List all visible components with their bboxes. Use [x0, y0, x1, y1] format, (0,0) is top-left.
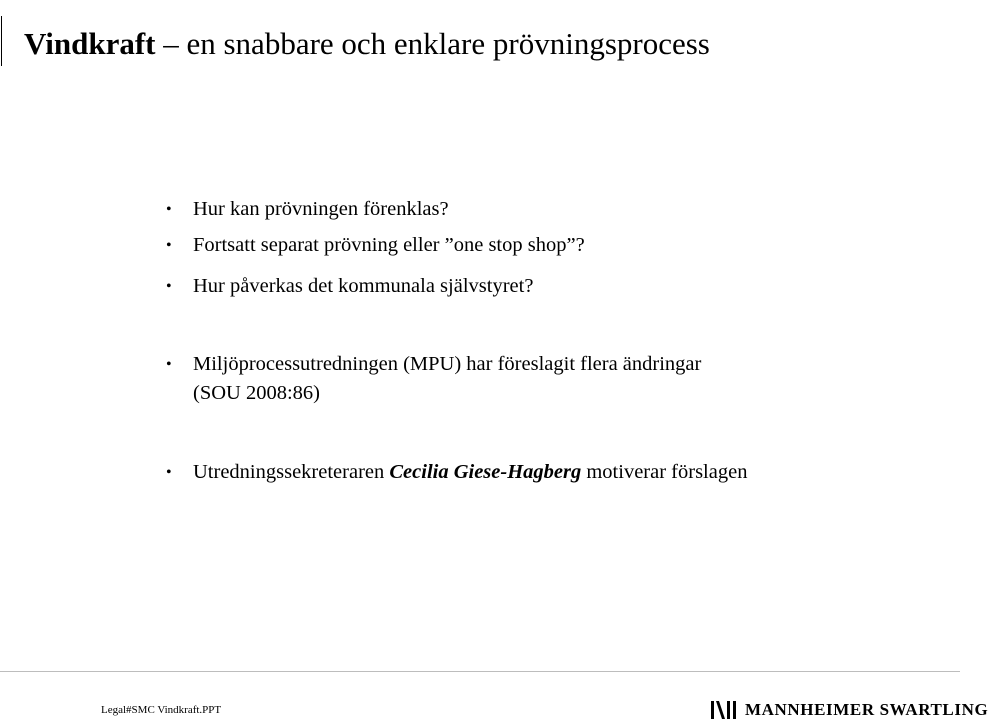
company-logo — [711, 699, 988, 721]
bullet-text: Hur kan prövningen förenklas? — [193, 198, 449, 220]
bullet-text: Fortsatt separat prövning eller ”one stop shop”? — [193, 234, 585, 256]
bullet-item — [166, 272, 533, 301]
bullet-item — [166, 231, 585, 260]
bullet-dot: • — [166, 201, 172, 218]
slide-title-bold: Vindkraft — [24, 26, 156, 61]
bullet-text: Hur påverkas det kommunala självstyret? — [193, 275, 534, 297]
bullet-item — [166, 458, 747, 487]
footer-file-reference: Legal#SMC Vindkraft.PPT — [101, 704, 222, 716]
mannheimer-swartling-logo-icon — [711, 701, 737, 719]
bullet-dot: • — [166, 278, 172, 295]
bullet-text-continuation: (SOU 2008:86) — [193, 382, 320, 404]
footer-divider — [0, 671, 960, 672]
bullet-text-pre: Utredningssekreteraren — [193, 461, 390, 483]
bullet-dot: • — [166, 237, 172, 254]
person-name: Cecilia Giese-Hagberg — [389, 461, 582, 483]
bullet-item — [166, 195, 449, 224]
bullet-dot: • — [166, 356, 172, 373]
left-rule — [1, 16, 2, 66]
bullet-dot: • — [166, 464, 172, 481]
bullet-text — [166, 458, 747, 487]
bullet-item — [166, 350, 701, 408]
logo-text: MANNHEIMER SWARTLING — [745, 700, 988, 719]
slide-title-rest: – en snabbare och enklare prövningsprocess — [155, 26, 710, 61]
bullet-text: Miljöprocessutredningen (MPU) har föreslagit flera ändringar — [193, 353, 702, 375]
slide-title — [24, 26, 710, 62]
bullet-text-post: motiverar förslagen — [581, 461, 748, 483]
